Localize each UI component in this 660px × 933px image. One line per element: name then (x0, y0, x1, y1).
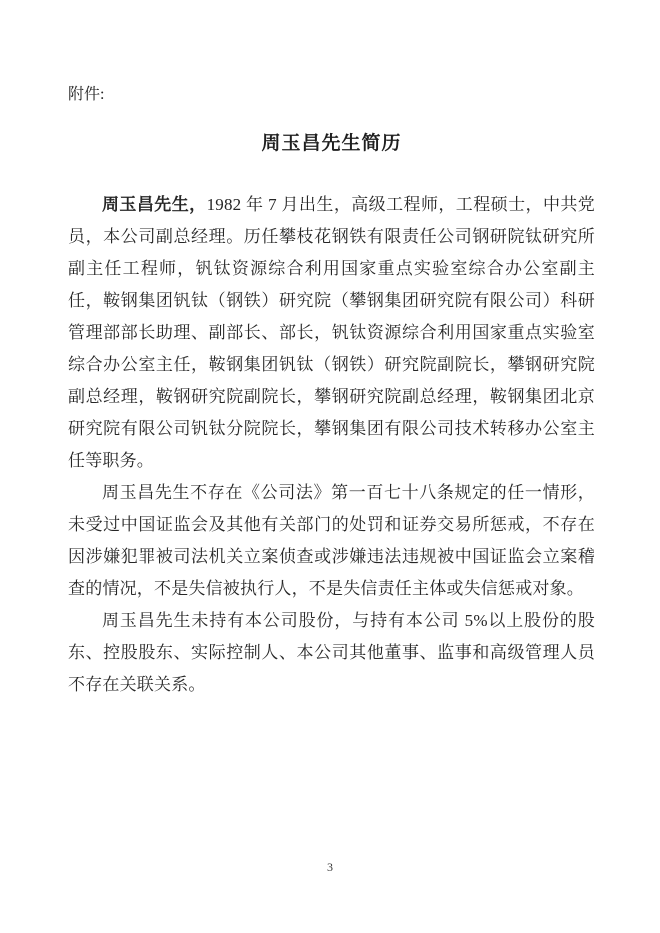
attachment-label: 附件: (68, 86, 105, 103)
paragraph-shareholding-text: 周玉昌先生未持有本公司股份，与持有本公司 5%以上股份的股东、控股股东、实际控制人、本公司其他董事、监事和高级管理人员不存在关联关系。 (68, 611, 595, 694)
paragraph-shareholding (68, 605, 595, 701)
document-content (68, 84, 595, 701)
paragraph-compliance-text: 周玉昌先生不存在《公司法》第一百七十八条规定的任一情形，未受过中国证监会及其他有关部门的处罚和证券交易所惩戒，不存在因涉嫌犯罪被司法机关立案侦查或涉嫌违法违规被中国证监会立案稽查的情况，不是失信被执行人，不是失信责任主体或失信惩戒对象。 (68, 483, 595, 598)
paragraph-bio-lead: 周玉昌先生， (102, 195, 207, 214)
page-title: 周玉昌先生简历 (261, 133, 402, 154)
paragraph-bio (68, 189, 595, 477)
paragraph-compliance (68, 477, 595, 605)
page-number: 3 (327, 860, 333, 874)
paragraph-bio-text: 1982 年 7 月出生，高级工程师，工程硕士，中共党员，本公司副总经理。历任攀枝花钢铁有限责任公司钢研院钛研究所副主任工程师，钒钛资源综合利用国家重点实验室综合办公室副主任，鞍钢集团钒钛（钢铁）研究院（攀钢集团研究院有限公司）科研管理部部长助理、副部长、部长，钒钛资源综合利用国家重点实验室综合办公室主任，鞍钢集团钒钛（钢铁）研究院副院长，攀钢研究院副总经理，鞍钢研究院副院长，攀钢研究院副总经理，鞍钢集团北京研究院有限公司钒钛分院院长，攀钢集团有限公司技术转移办公室主任等职务。 (68, 195, 596, 470)
